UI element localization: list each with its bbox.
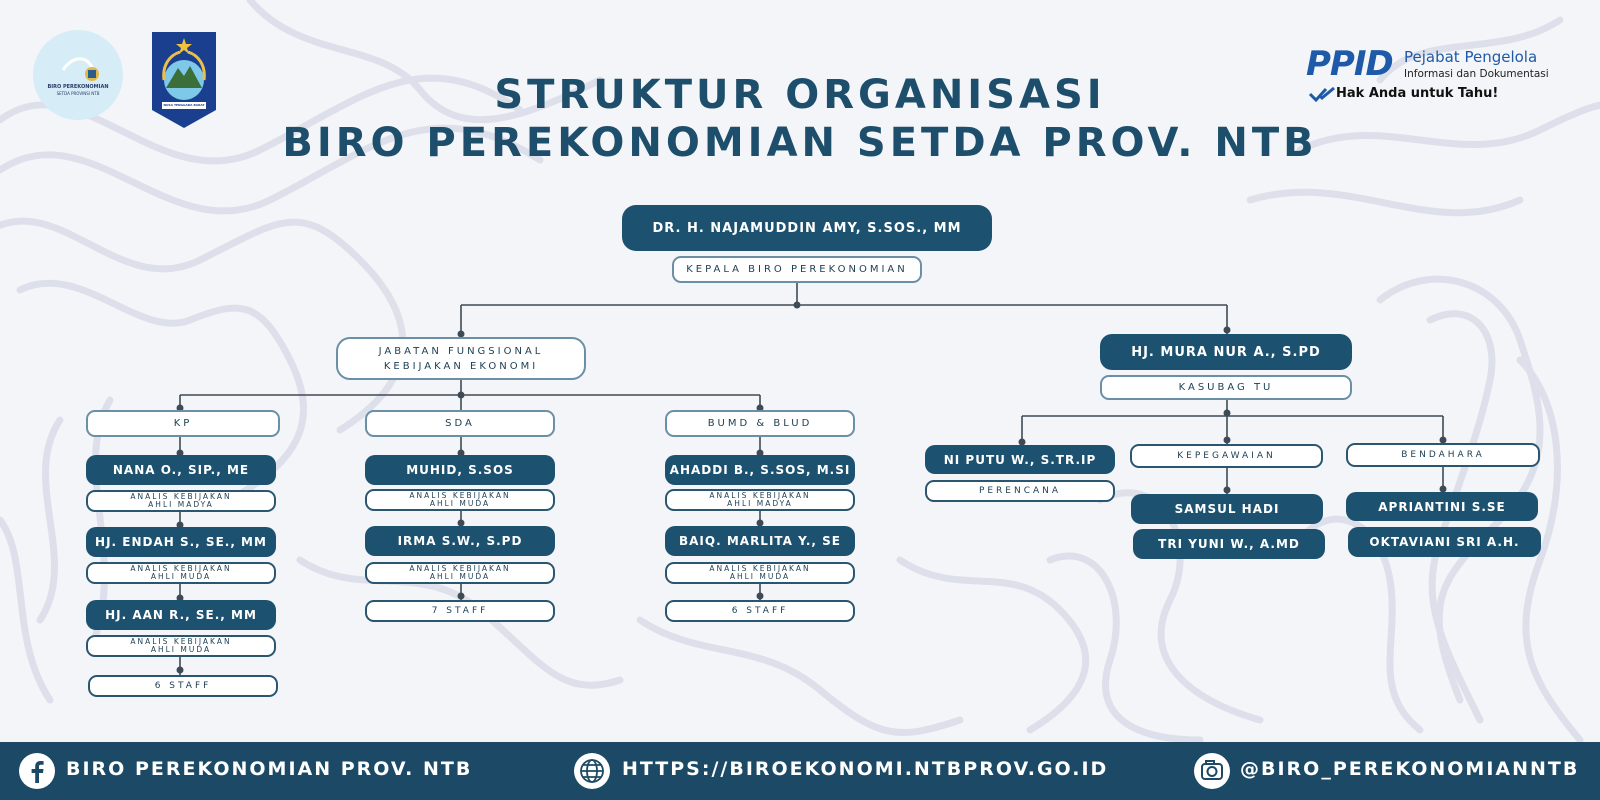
biro-logo-text1: BIRO PEREKONOMIAN [47,84,109,90]
bumd-member-2-role-line2: AHLI MUDA [729,572,791,581]
bendahara-label: BENDAHARA [1346,443,1540,467]
globe-icon[interactable] [573,752,611,790]
biro-logo-text2: SETDA PROVINSI NTB [56,91,100,96]
sda-member-2-name: IRMA S.W., S.PD [365,526,555,556]
sda-member-2-role-line1: ANALIS KEBIJAKAN [409,563,511,573]
facebook-icon[interactable] [18,752,56,790]
instagram-icon[interactable] [1193,752,1231,790]
head-role: KEPALA BIRO PEREKONOMIAN [672,256,922,283]
bumd-label: BUMD & BLUD [665,410,855,437]
footer-website[interactable]: HTTPS://BIROEKONOMI.NTBPROV.GO.ID [622,758,1109,780]
ntb-emblem-text: NUSA TENGGARA BARAT [163,103,205,107]
kp-member-1-role [86,490,276,512]
kp-label: KP [86,410,280,437]
sda-staff: 7 STAFF [365,600,555,622]
bumd-member-2-role-line1: ANALIS KEBIJAKAN [709,563,811,573]
bumd-member-1-role-line1: ANALIS KEBIJAKAN [709,490,811,500]
kepegawaian-member-1: SAMSUL HADI [1131,494,1323,524]
kepegawaian-member-2: TRI YUNI W., A.MD [1133,529,1325,559]
kasubag-name: HJ. MURA NUR A., S.PD [1100,334,1352,370]
kp-member-3-role [86,635,276,657]
bumd-member-1-name: AHADDI B., S.SOS, M.SI [665,455,855,485]
kp-member-1-role-line2: AHLI MADYA [148,500,214,509]
sda-member-1-name: MUHID, S.SOS [365,455,555,485]
sda-member-2-role-line2: AHLI MUDA [429,572,491,581]
kp-member-1-role-line1: ANALIS KEBIJAKAN [130,491,232,501]
sda-member-1-role-line1: ANALIS KEBIJAKAN [409,490,511,500]
kp-member-2-name: HJ. ENDAH S., SE., MM [86,527,276,557]
kp-member-3-role-line1: ANALIS KEBIJAKAN [130,636,232,646]
fungsional-title-line2: KEBIJAKAN EKONOMI [383,360,539,372]
page-title-line1: STRUKTUR ORGANISASI [494,72,1106,118]
kp-staff: 6 STAFF [88,675,278,697]
sda-member-1-role [365,489,555,511]
ppid-line1: Pejabat Pengelola [1404,48,1538,66]
bendahara-member-2: OKTAVIANI SRI A.H. [1348,527,1541,557]
bumd-member-1-role-line2: AHLI MADYA [727,499,793,508]
kp-member-3-name: HJ. AAN R., SE., MM [86,600,276,630]
perencana-role: PERENCANA [925,480,1115,502]
head-name: DR. H. NAJAMUDDIN AMY, S.SOS., MM [622,205,992,251]
fungsional-title [336,337,586,380]
ppid-line2: Informasi dan Dokumentasi [1404,68,1549,80]
fungsional-title-line1: JABATAN FUNGSIONAL [378,345,544,357]
bumd-staff: 6 STAFF [665,600,855,622]
footer-instagram[interactable]: @BIRO_PEREKONOMIANNTB [1240,758,1580,780]
perencana-name: NI PUTU W., S.TR.IP [925,445,1115,474]
bumd-member-2-role [665,562,855,584]
kp-member-2-role-line2: AHLI MUDA [150,572,212,581]
ppid-logo-mark: PPID [1306,44,1393,84]
kp-member-3-role-line2: AHLI MUDA [150,645,212,654]
kp-member-2-role [86,562,276,584]
sda-label: SDA [365,410,555,437]
kp-member-1-name: NANA O., SIP., ME [86,455,276,485]
bendahara-member-1: APRIANTINI S.SE [1346,492,1538,521]
bumd-member-1-role [665,489,855,511]
ppid-line3: Hak Anda untuk Tahu! [1336,86,1499,101]
bumd-member-2-name: BAIQ. MARLITA Y., SE [665,526,855,556]
kasubag-role: KASUBAG TU [1100,375,1352,400]
sda-member-2-role [365,562,555,584]
kp-member-2-role-line1: ANALIS KEBIJAKAN [130,563,232,573]
sda-member-1-role-line2: AHLI MUDA [429,499,491,508]
footer-facebook[interactable]: BIRO PEREKONOMIAN PROV. NTB [66,758,473,780]
page-title-line2: BIRO PEREKONOMIAN SETDA PROV. NTB [282,120,1318,166]
kepegawaian-label: KEPEGAWAIAN [1130,444,1323,468]
